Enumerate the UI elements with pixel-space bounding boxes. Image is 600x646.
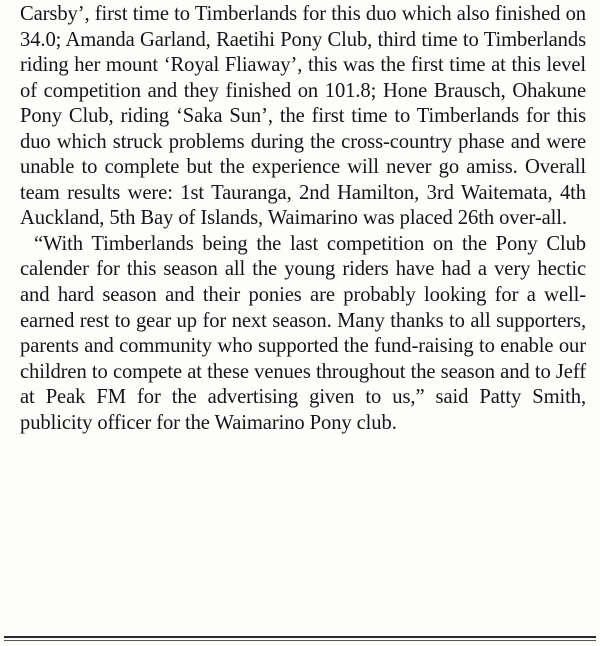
article-body <box>20 2 586 436</box>
column-end-rule-thin <box>4 640 596 641</box>
column-end-rule <box>4 636 596 638</box>
article-paragraph-quote: “With Timberlands being the last competition on the Pony Club calender for this season all the young riders have had a very hectic and hard season and their ponies are probably looking for a well-earned rest to gear up for next season. Many thanks to all supporters, parents and community who supported the fund-raising to enable our children to compete at these venues throughout the season and to Jeff at Peak FM for the advertising given to us,” said Patty Smith, publicity officer for the Waimarino Pony club. <box>20 232 586 434</box>
article-paragraph-continued: Carsby’, first time to Timberlands for this duo which also finished on 34.0; Amanda Garland, Raetihi Pony Club, third time to Timberlands riding her mount ‘Royal Fliaway’, this was the first time at this level of competition and they finished on 101.8; Hone Brausch, Ohakune Pony Club, riding ‘Saka Sun’, the first time to Timberlands for this duo which struck problems during the cross-country phase and were unable to complete but the experience will never go amiss. Overall team results were: 1st Tauranga, 2nd Hamilton, 3rd Waitemata, 4th Auckland, 5th Bay of Islands, Waimarino was placed 26th over-all. <box>20 3 586 230</box>
